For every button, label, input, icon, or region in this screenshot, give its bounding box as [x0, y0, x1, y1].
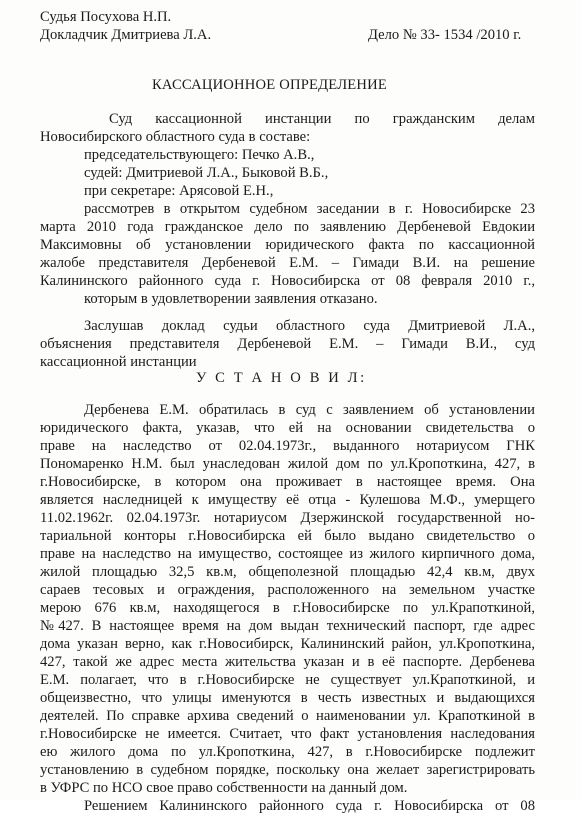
body-line: деятелей. По справке архива сведений о наименовании ул. Крапоткиной в: [40, 708, 535, 724]
body-line: установлению в судебном порядке, поскольку она желает зарегистрировать: [40, 762, 535, 778]
intro-para-3: Максимовны об установлении юридического факта по кассационной: [40, 237, 535, 253]
body-line: дома указан верно, как г.Новосибирск, Калининский район, ул.Кропоткина,: [40, 636, 535, 652]
established-heading: У С Т А Н О В И Л:: [196, 370, 367, 386]
intro-line-2: Новосибирского областного суда в составе:: [40, 129, 311, 145]
judge-line: Судья Посухова Н.П.: [40, 9, 172, 25]
body-line: Е.М. полагает, что в г.Новосибирске не существует ул.Крапоткиной, и: [40, 672, 535, 688]
document-title: КАССАЦИОННОЕ ОПРЕДЕЛЕНИЕ: [152, 77, 388, 93]
last-line: Решением Калининского районного суда г. Новосибирска от 08: [84, 798, 535, 814]
hearing-line-1: Заслушав доклад судьи областного суда Дмитриевой Л.А.,: [84, 318, 535, 334]
body-line: ею жилого дома по ул.Кропоткина, 427, в г.Новосибирске подлежит: [40, 744, 535, 760]
hearing-line-2: объяснения представителя Дербеневой Е.М. – Гимади В.И., суд: [40, 336, 535, 352]
intro-line-1: Суд кассационной инстанции по гражданским делам: [109, 111, 535, 127]
hearing-line-3: кассационной инстанции: [40, 354, 197, 370]
intro-para-2: марта 2010 года гражданское дело по заявлению Дербеневой Евдокии: [40, 219, 535, 235]
body-line: №427. В настоящее время на дом выдан технический паспорт, где адрес: [40, 618, 535, 634]
body-line: г.Новосибирске не имеется. Считает, что факт установления наследования: [40, 726, 535, 742]
body-line: 427, такой же адрес места жительства указан и в её паспорте. Дербенева: [40, 654, 535, 670]
secretary-line: при секретаре: Арясовой Е.Н.,: [84, 183, 274, 199]
intro-para-4: жалобе представителя Дербеневой Е.М. – Гимади В.И. на решение: [40, 255, 535, 271]
reporter-line: Докладчик Дмитриева Л.А.: [40, 27, 212, 43]
intro-para-5: Калининского районного суда г. Новосибирска от 08 февраля 2010 г.,: [40, 273, 535, 289]
body-line: Дербенева Е.М. обратилась в суд с заявлением об установлении: [84, 402, 535, 418]
body-line: тариальной конторы г.Новосибирска ей было выдано свидетельство о: [40, 528, 535, 544]
body-line: праве на наследство от 02.04.1973г., выданного нотариусом ГНК: [40, 438, 535, 454]
body-line: в УФРС по НСО свое право собственности на данный дом.: [40, 780, 408, 796]
body-line: г.Новосибирске, в котором она проживает в настоящее время. Она: [40, 474, 535, 490]
body-line: праве на наследство на имущество, состоящее из жилого кирпичного дома,: [40, 546, 535, 562]
body-line: является наследницей к имуществу её отца - Кулешова М.Ф., умерщего: [40, 492, 535, 508]
body-line: юридического факта, указав, что ей на основании свидетельства о: [40, 420, 535, 436]
judges-line: судей: Дмитриевой Л.А., Быковой В.Б.,: [84, 165, 329, 181]
body-line: жилой площадью 32,5 кв.м, общеполезной площадью 42,4 кв.м, двух: [40, 564, 535, 580]
body-line: сараев тесовых и ограждения, расположенного на земельном участке: [40, 582, 535, 598]
body-line: Пономаренко Н.М. был унаследован жилой дом по ул.Кропоткина, 427, в: [40, 456, 535, 472]
chair-line: председательствующего: Печко А.В.,: [84, 147, 315, 163]
case-number: Дело № 33- 1534 /2010 г.: [368, 27, 522, 43]
intro-para-1: рассмотрев в открытом судебном заседании в г. Новосибирске 23: [84, 201, 535, 217]
body-line: общеизвестно, что улицы именуются в честь известных и выдающихся: [40, 690, 535, 706]
body-line: 11.02.1962г. 02.04.1973г. нотариусом Дзержинской государственной но-: [40, 510, 535, 526]
body-line: мерою 676 кв.м, находящегося в г.Новосибирске по ул.Крапоткиной,: [40, 600, 535, 616]
intro-para-6: которым в удовлетворении заявления отказано.: [84, 291, 378, 307]
